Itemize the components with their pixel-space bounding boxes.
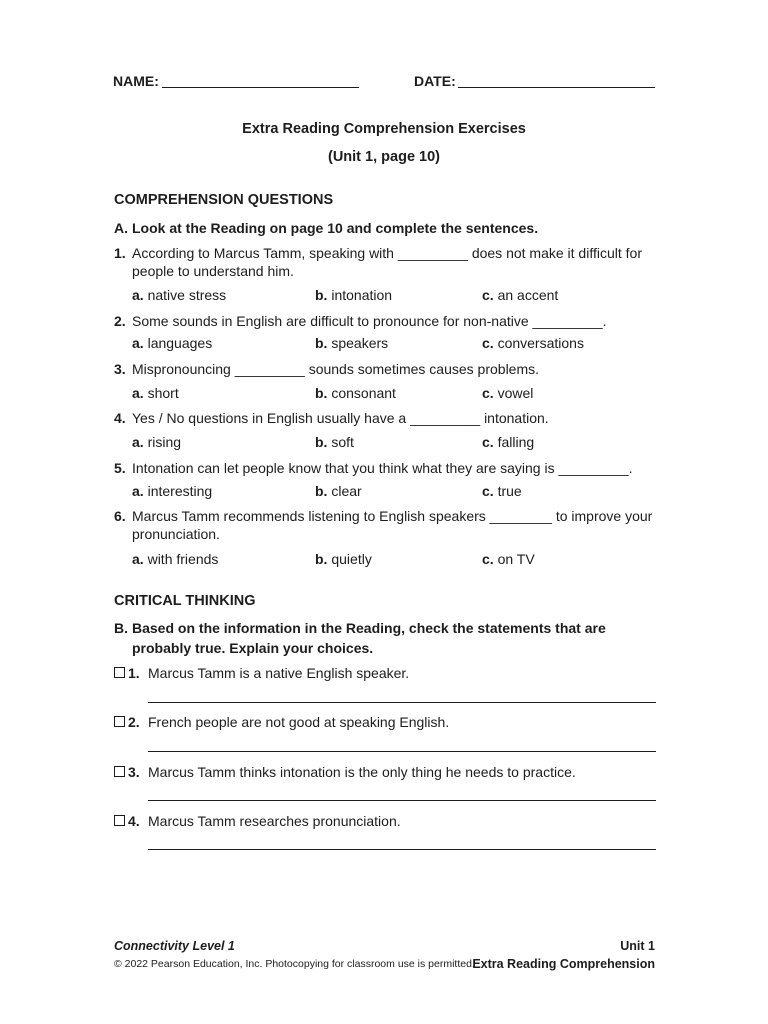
instruction-letter-b: B. (114, 620, 128, 636)
question-number: 6. (114, 508, 126, 524)
question-text: Marcus Tamm recommends listening to English speakers ________ to improve your pronunciation. (132, 508, 653, 542)
option-2a[interactable] (132, 335, 212, 351)
option-text: falling (497, 434, 535, 450)
option-6b[interactable] (315, 551, 372, 567)
option-letter: b. (315, 551, 328, 567)
instruction-b-line2: probably true. Explain your choices. (132, 640, 374, 656)
statement-text: Marcus Tamm thinks intonation is the only thing he needs to practice. (148, 764, 576, 780)
option-5c[interactable] (482, 483, 522, 499)
question-4 (114, 409, 674, 427)
question-2 (114, 312, 674, 330)
option-letter: a. (132, 434, 144, 450)
instruction-a: Look at the Reading on page 10 and complete the sentences. (132, 220, 539, 236)
checkbox[interactable] (114, 766, 125, 777)
statement-number: 4. (128, 813, 140, 829)
option-text: speakers (331, 335, 389, 351)
instruction-b-line1: Based on the information in the Reading, check the statements that are (132, 620, 606, 636)
option-letter: c. (482, 335, 494, 351)
option-3c[interactable] (482, 385, 533, 401)
option-letter: b. (315, 385, 328, 401)
question-number: 1. (114, 245, 126, 261)
question-text: Yes / No questions in English usually have a _________ intonation. (132, 410, 549, 426)
statement-text: Marcus Tamm researches pronunciation. (148, 813, 401, 829)
option-text: conversations (497, 335, 584, 351)
option-letter: c. (482, 483, 494, 499)
option-letter: b. (315, 483, 328, 499)
option-letter: a. (132, 385, 144, 401)
option-1a[interactable] (132, 287, 226, 303)
question-text: According to Marcus Tamm, speaking with _________ does not make it difficult for people to understand him. (132, 245, 642, 279)
checkbox[interactable] (114, 716, 125, 727)
option-1b[interactable] (315, 287, 392, 303)
instruction-letter-a: A. (114, 220, 128, 236)
option-letter: a. (132, 551, 144, 567)
option-5b[interactable] (315, 483, 362, 499)
option-text: interesting (147, 483, 213, 499)
answer-line-2[interactable] (148, 751, 656, 752)
answer-line-4[interactable] (148, 849, 656, 850)
option-text: native stress (147, 287, 227, 303)
footer-copyright: © 2022 Pearson Education, Inc. Photocopying for classroom use is permitted. (114, 958, 475, 970)
option-text: clear (331, 483, 362, 499)
option-2b[interactable] (315, 335, 388, 351)
question-3 (114, 360, 674, 378)
statement-text: Marcus Tamm is a native English speaker. (148, 665, 410, 681)
option-4a[interactable] (132, 434, 181, 450)
name-field[interactable] (162, 87, 359, 88)
statement-text: French people are not good at speaking English. (148, 714, 450, 730)
option-1c[interactable] (482, 287, 558, 303)
option-4c[interactable] (482, 434, 534, 450)
option-text: intonation (331, 287, 393, 303)
option-letter: a. (132, 483, 144, 499)
question-text: Some sounds in English are difficult to pronounce for non-native _________. (132, 313, 607, 329)
section-heading-comprehension: COMPREHENSION QUESTIONS (114, 192, 334, 208)
question-text: Intonation can let people know that you think what they are saying is _________. (132, 460, 633, 476)
option-text: soft (331, 434, 354, 450)
checkbox[interactable] (114, 667, 125, 678)
option-text: an accent (497, 287, 559, 303)
section-heading-critical: CRITICAL THINKING (114, 593, 256, 609)
name-label: NAME: (113, 73, 159, 89)
statement-number: 3. (128, 764, 140, 780)
statement-number: 2. (128, 714, 140, 730)
option-letter: a. (132, 287, 144, 303)
option-text: consonant (331, 385, 396, 401)
option-letter: c. (482, 385, 494, 401)
question-6 (114, 507, 674, 543)
question-number: 4. (114, 410, 126, 426)
footer-section: Extra Reading Comprehension (472, 957, 655, 971)
option-text: short (147, 385, 179, 401)
option-letter: c. (482, 287, 494, 303)
option-4b[interactable] (315, 434, 354, 450)
option-text: quietly (331, 551, 372, 567)
answer-line-3[interactable] (148, 800, 656, 801)
option-letter: a. (132, 335, 144, 351)
footer-book-title: Connectivity Level 1 (114, 939, 235, 953)
page-subtitle: (Unit 1, page 10) (328, 149, 440, 165)
option-text: languages (147, 335, 213, 351)
question-number: 2. (114, 313, 126, 329)
statement-number: 1. (128, 665, 140, 681)
option-letter: b. (315, 335, 328, 351)
checkbox[interactable] (114, 815, 125, 826)
option-5a[interactable] (132, 483, 212, 499)
question-text: Mispronouncing _________ sounds sometimes causes problems. (132, 361, 540, 377)
option-text: on TV (497, 551, 535, 567)
question-number: 3. (114, 361, 126, 377)
footer-unit: Unit 1 (620, 939, 655, 953)
question-5 (114, 459, 674, 477)
option-letter: c. (482, 434, 494, 450)
option-6c[interactable] (482, 551, 535, 567)
option-text: rising (147, 434, 182, 450)
option-3a[interactable] (132, 385, 179, 401)
option-3b[interactable] (315, 385, 396, 401)
option-letter: b. (315, 287, 328, 303)
question-1 (114, 244, 674, 280)
answer-line-1[interactable] (148, 702, 656, 703)
option-6a[interactable] (132, 551, 218, 567)
question-number: 5. (114, 460, 126, 476)
page-title: Extra Reading Comprehension Exercises (242, 121, 526, 137)
option-letter: c. (482, 551, 494, 567)
option-text: true (497, 483, 522, 499)
option-2c[interactable] (482, 335, 584, 351)
option-text: vowel (497, 385, 534, 401)
date-field[interactable] (458, 87, 655, 88)
option-text: with friends (147, 551, 219, 567)
option-letter: b. (315, 434, 328, 450)
date-label: DATE: (414, 73, 456, 89)
